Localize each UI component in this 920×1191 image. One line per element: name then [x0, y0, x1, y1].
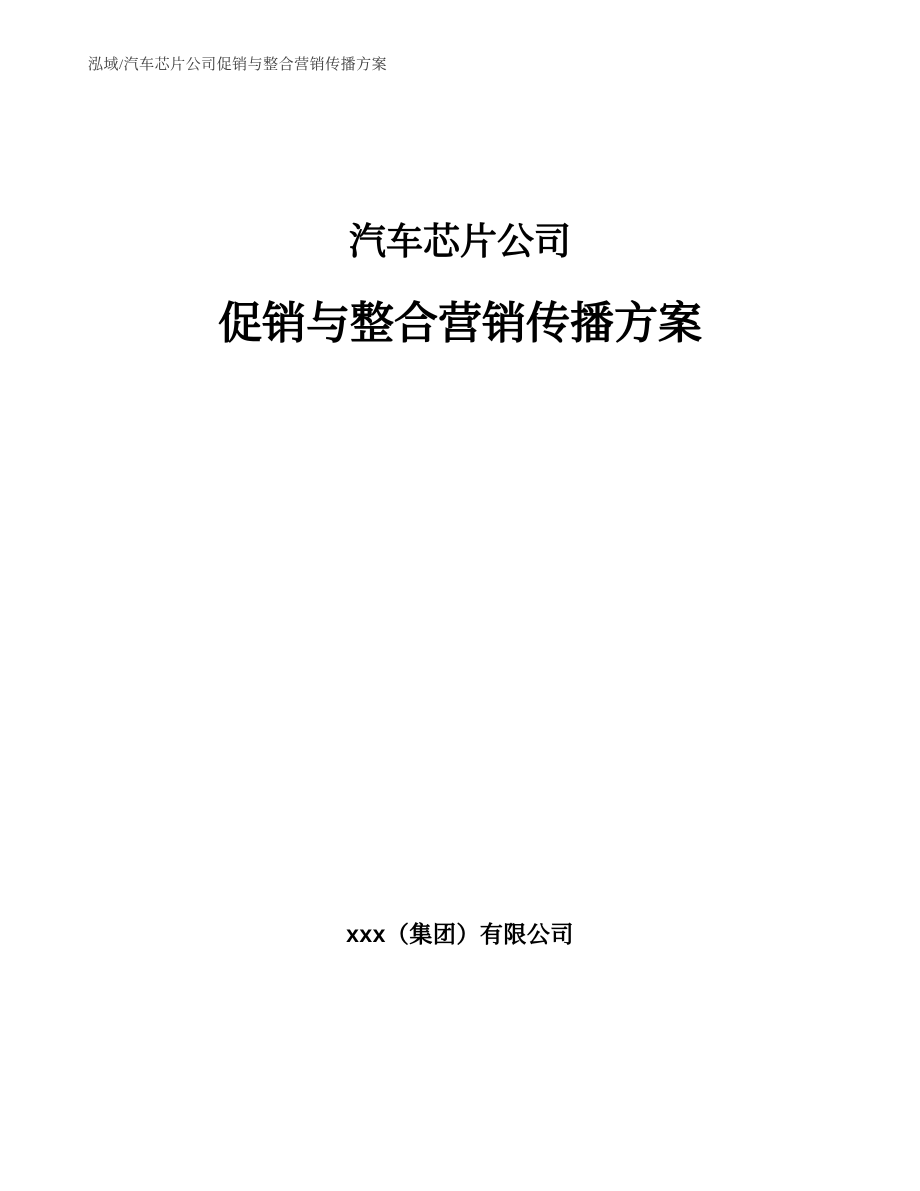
title-line-1: 汽车芯片公司	[349, 221, 571, 262]
company-name: xxx（集团）有限公司	[346, 921, 574, 947]
document-header-line: 泓域/汽车芯片公司促销与整合营销传播方案	[88, 57, 388, 73]
title-line-2: 促销与整合营销传播方案	[218, 299, 702, 348]
